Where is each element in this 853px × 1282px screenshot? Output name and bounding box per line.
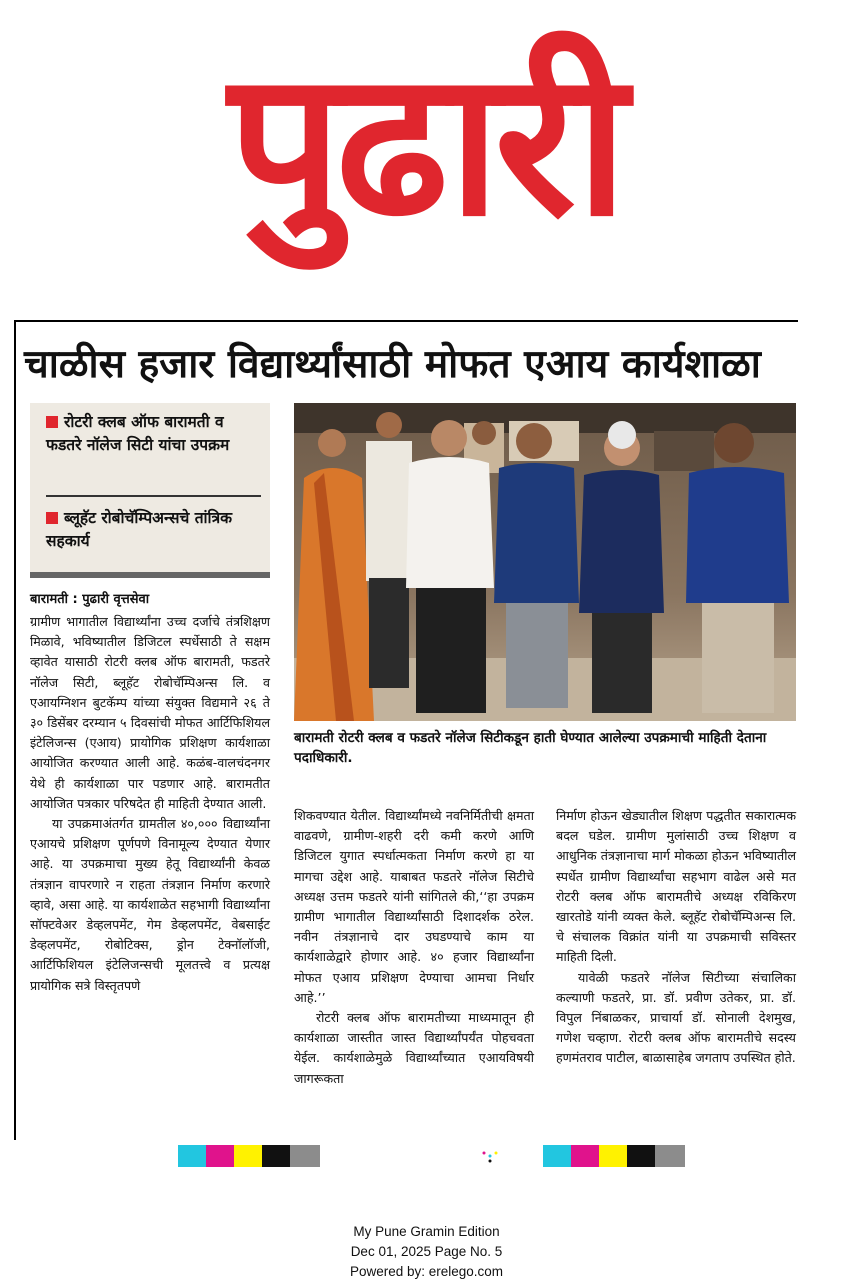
article-column-2 xyxy=(294,806,534,1089)
cyan-swatch xyxy=(543,1145,571,1167)
highlight-text: ब्लूहॅट रोबोचॅम्पिअन्सचे तांत्रिक सहकार्य xyxy=(46,509,233,550)
yellow-swatch xyxy=(234,1145,262,1167)
highlight-divider xyxy=(46,495,261,497)
masthead-title: पुढारी xyxy=(228,28,622,261)
highlights-box xyxy=(30,403,270,578)
grey-swatch xyxy=(290,1145,320,1167)
highlight-text: रोटरी क्लब ऑफ बारामती व फडतरे नॉलेज सिटी यांचा उपक्रम xyxy=(46,413,230,454)
paragraph: रोटरी क्लब ऑफ बारामतीच्या माध्यमातून ही कार्यशाळा जास्तीत जास्त विद्यार्थ्यांपर्यंत पोहचवता येईल. कार्यशाळेमुळे विद्यार्थ्यांच्यात एआयविषयी जागरूकता xyxy=(294,1010,534,1086)
bullet-square-icon xyxy=(46,512,58,524)
article-column-1 xyxy=(30,612,270,996)
paragraph: यावेळी फडतरे नॉलेज सिटीच्या संचालिका कल्याणी फडतरे, प्रा. डॉ. प्रवीण उतेकर, प्रा. डॉ. विपुल निंबाळकर, प्राचार्या डॉ. सोनाली देशमुख, गणेश चव्हाण. रोटरी क्लब ऑफ बारामतीचे सदस्य हणमंतराव पाटील, बाळासाहेब जगताप उपस्थित होते. xyxy=(556,969,796,1066)
dateline: बारामती : पुढारी वृत्तसेवा xyxy=(30,592,150,607)
paragraph: शिकवण्यात येतील. विद्यार्थ्यांमध्ये नवनिर्मितीची क्षमता वाढवणे, ग्रामीण-शहरी दरी कमी करणे आणि डिजिटल युगात स्पर्धात्मकता निर्माण करणे हा या मागचा उद्देश आहे. याबाबत फडतरे नॉलेज सिटीचे अध्यक्ष उत्तम फडतरे यांनी सांगितले की,‘‘हा उपक्रम ग्रामीण भागातील विद्यार्थ्यांसाठी दिशादर्शक ठरेल. नवीन तंत्रज्ञानाचे दार उघडण्याचे काम या कार्यशाळेद्वारे होणार आहे. ४० हजार विद्यार्थ्यांना मोफत एआय प्रशिक्षण देण्याचा आमचा निर्धार आहे.’’ xyxy=(294,808,534,1005)
yellow-swatch xyxy=(599,1145,627,1167)
article-column-3 xyxy=(556,806,796,1069)
bullet-square-icon xyxy=(46,416,58,428)
highlight-item xyxy=(46,411,261,457)
highlight-bottom-bar xyxy=(30,572,270,578)
left-rule xyxy=(14,320,16,1140)
grey-swatch xyxy=(655,1145,685,1167)
magenta-swatch xyxy=(571,1145,599,1167)
top-rule xyxy=(14,320,798,322)
cyan-swatch xyxy=(178,1145,206,1167)
black-swatch xyxy=(262,1145,290,1167)
article-headline: चाळीस हजार विद्यार्थ्यांसाठी मोफत एआय कार्यशाळा xyxy=(24,342,761,387)
paragraph: या उपक्रमाअंतर्गत ग्रामतील ४०,००० विद्यार्थ्यांना एआयचे प्रशिक्षण पूर्णपणे विनामूल्य देण्यात येणार आहे. या उपक्रमाचा मुख्य हेतू विद्यार्थ्यांनी केवळ तंत्रज्ञान वापरणारे न राहता तंत्रज्ञान निर्माण करणारे व्हावे, असा आहे. या कार्यशाळेत सहभागी विद्यार्थ्यांना सॉफ्टवेअर डेव्हलपमेंट, गेम डेव्हलपमेंट, वेबसाईट डेव्हलपमेंट, रोबोटिक्स, ड्रोन टेक्नॉलॉजी, आर्टिफिशियल इंटेलिजन्सची मूलतत्त्वे व प्रत्यक्ष प्रायोगिक सत्रे विस्तृतपणे xyxy=(30,816,270,993)
edition-name: My Pune Gramin Edition xyxy=(353,1224,500,1239)
registration-mark-icon xyxy=(478,1147,502,1165)
group-photo-illustration xyxy=(294,403,796,721)
page-footer xyxy=(0,1222,853,1282)
masthead-logo xyxy=(100,0,750,290)
paragraph: ग्रामीण भागातील विद्यार्थ्यांना उच्च दर्जाचे तंत्रशिक्षण मिळावे, भविष्यातील डिजिटल स्पर्धेसाठी ते सक्षम व्हावेत यासाठी रोटरी क्लब ऑफ बारामती, फडतरे नॉलेज सिटी, ब्लूहॅट रोबोचॅम्पिअन्स लि. व एआयग्निशन बुटकॅम्प यांच्या संयुक्त विद्यमाने २६ ते ३० डिसेंबर दरम्यान ५ दिवसांची मोफत आर्टिफिशियल इंटेलिजन्स (एआय) प्रायोगिक प्रशिक्षण कार्यशाळा आयोजित करण्यात आली आहे. कळंब-वालचंदनगर येथे ही कार्यशाळा पार पडणार आहे. बारामतीत आयोजित पत्रकार परिषदेत ही माहिती देण्यात आली. xyxy=(30,614,270,811)
date-page: Dec 01, 2025 Page No. 5 xyxy=(350,1244,503,1259)
black-swatch xyxy=(627,1145,655,1167)
news-photo xyxy=(294,403,796,721)
magenta-swatch xyxy=(206,1145,234,1167)
powered-by: Powered by: erelego.com xyxy=(349,1264,504,1279)
highlight-item xyxy=(46,507,261,553)
photo-caption: बारामती रोटरी क्लब व फडतरे नॉलेज सिटीकडून हाती घेण्यात आलेल्या उपक्रमाची माहिती देताना पदाधिकारी. xyxy=(294,730,767,766)
paragraph: निर्माण होऊन खेड्यातील शिक्षण पद्धतीत सकारात्मक बदल घडेल. ग्रामीण मुलांसाठी उच्च शिक्षण व आधुनिक तंत्रज्ञानाचा मार्ग मोकळा होऊन भविष्यातील स्पर्धेत ग्रामीण विद्यार्थ्यांचा सहभाग वाढेल असे मत रोटरी क्लब ऑफ बारामतीचे अध्यक्ष रविकिरण खारतोडे यांनी व्यक्त केले. ब्लूहॅट रोबोचॅम्पिअन्स लि. चे संचालक विक्रांत यांनी या उपक्रमाची सविस्तर माहिती दिली. xyxy=(556,808,796,965)
